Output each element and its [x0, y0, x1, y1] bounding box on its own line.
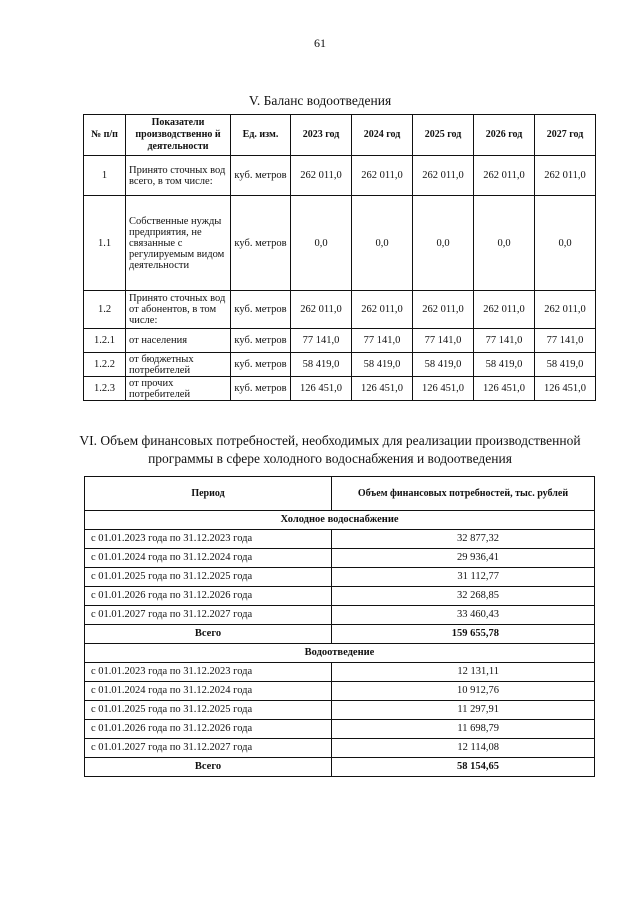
row-value: 77 141,0	[535, 329, 596, 353]
row-value: 77 141,0	[291, 329, 352, 353]
row-value: 126 451,0	[535, 377, 596, 401]
total-row	[85, 758, 595, 777]
row-value: 262 011,0	[474, 291, 535, 329]
row-value: 262 011,0	[413, 156, 474, 196]
row-value: 58 419,0	[535, 353, 596, 377]
row-value: 58 419,0	[413, 353, 474, 377]
row-unit: куб. метров	[231, 377, 291, 401]
water-disposal-balance-table	[83, 114, 596, 401]
header-unit: Ед. изм.	[231, 115, 291, 156]
group-header-row	[85, 511, 595, 530]
page-number: 61	[314, 36, 326, 50]
row-value: 77 141,0	[352, 329, 413, 353]
table-row	[85, 587, 595, 606]
table-row	[85, 682, 595, 701]
row-number: 1.2.1	[84, 329, 126, 353]
section6-title: VI. Объем финансовых потребностей, необходимых для реализации производственной программы в сфере холодного водоснабжения и водоотведения	[79, 433, 581, 466]
table-row	[85, 701, 595, 720]
row-value: 0,0	[474, 196, 535, 291]
row-period: с 01.01.2023 года по 31.12.2023 года	[85, 530, 332, 549]
row-value: 0,0	[535, 196, 596, 291]
row-amount: 11 698,79	[332, 720, 595, 739]
total-label: Всего	[85, 625, 332, 644]
group-name: Холодное водоснабжение	[85, 511, 595, 530]
row-unit: куб. метров	[231, 196, 291, 291]
table-row	[84, 291, 596, 329]
row-amount: 11 297,91	[332, 701, 595, 720]
row-amount: 32 268,85	[332, 587, 595, 606]
total-amount: 58 154,65	[332, 758, 595, 777]
row-value: 262 011,0	[352, 291, 413, 329]
header-year-2026: 2026 год	[474, 115, 535, 156]
group-header-row	[85, 644, 595, 663]
row-indicator: Принято сточных вод от абонентов, в том числе:	[126, 291, 231, 329]
row-value: 262 011,0	[352, 156, 413, 196]
row-amount: 12 114,08	[332, 739, 595, 758]
table-row	[85, 720, 595, 739]
row-value: 262 011,0	[291, 156, 352, 196]
row-number: 1.2.2	[84, 353, 126, 377]
table-row	[84, 156, 596, 196]
table-row	[85, 606, 595, 625]
total-amount: 159 655,78	[332, 625, 595, 644]
row-indicator: от прочих потребителей	[126, 377, 231, 401]
row-value: 77 141,0	[413, 329, 474, 353]
row-amount: 33 460,43	[332, 606, 595, 625]
row-amount: 12 131,11	[332, 663, 595, 682]
row-unit: куб. метров	[231, 329, 291, 353]
section5-title: V. Баланс водоотведения	[248, 93, 392, 108]
row-value: 262 011,0	[291, 291, 352, 329]
row-value: 126 451,0	[413, 377, 474, 401]
table-row	[85, 568, 595, 587]
row-number: 1	[84, 156, 126, 196]
row-value: 126 451,0	[474, 377, 535, 401]
row-unit: куб. метров	[231, 156, 291, 196]
row-period: с 01.01.2026 года по 31.12.2026 года	[85, 587, 332, 606]
table-header-row	[84, 115, 596, 156]
table-row	[84, 196, 596, 291]
row-number: 1.1	[84, 196, 126, 291]
table-header-row	[85, 477, 595, 511]
total-label: Всего	[85, 758, 332, 777]
row-value: 58 419,0	[352, 353, 413, 377]
row-value: 77 141,0	[474, 329, 535, 353]
header-amount: Объем финансовых потребностей, тыс. рублей	[332, 477, 595, 511]
row-amount: 32 877,32	[332, 530, 595, 549]
table-row	[85, 530, 595, 549]
row-value: 126 451,0	[291, 377, 352, 401]
row-value: 58 419,0	[291, 353, 352, 377]
header-year-2023: 2023 год	[291, 115, 352, 156]
table-row	[84, 329, 596, 353]
header-period: Период	[85, 477, 332, 511]
table-row	[84, 377, 596, 401]
row-value: 58 419,0	[474, 353, 535, 377]
row-value: 0,0	[291, 196, 352, 291]
row-number: 1.2.3	[84, 377, 126, 401]
row-amount: 10 912,76	[332, 682, 595, 701]
row-period: с 01.01.2025 года по 31.12.2025 года	[85, 701, 332, 720]
table-row	[85, 663, 595, 682]
financial-needs-table	[84, 476, 595, 777]
row-value: 262 011,0	[535, 156, 596, 196]
row-value: 0,0	[413, 196, 474, 291]
row-value: 262 011,0	[413, 291, 474, 329]
row-indicator: Принято сточных вод всего, в том числе:	[126, 156, 231, 196]
row-period: с 01.01.2023 года по 31.12.2023 года	[85, 663, 332, 682]
row-amount: 29 936,41	[332, 549, 595, 568]
header-num: № п/п	[84, 115, 126, 156]
group-name: Водоотведение	[85, 644, 595, 663]
row-indicator: от населения	[126, 329, 231, 353]
row-number: 1.2	[84, 291, 126, 329]
row-value: 0,0	[352, 196, 413, 291]
row-value: 126 451,0	[352, 377, 413, 401]
total-row	[85, 625, 595, 644]
row-period: с 01.01.2026 года по 31.12.2026 года	[85, 720, 332, 739]
row-value: 262 011,0	[474, 156, 535, 196]
header-indicator: Показатели производственно й деятельности	[126, 115, 231, 156]
row-indicator: от бюджетных потребителей	[126, 353, 231, 377]
row-amount: 31 112,77	[332, 568, 595, 587]
scan-mark	[609, 692, 613, 698]
row-period: с 01.01.2025 года по 31.12.2025 года	[85, 568, 332, 587]
row-period: с 01.01.2024 года по 31.12.2024 года	[85, 682, 332, 701]
row-indicator: Собственные нужды предприятия, не связанные с регулируемым видом деятельности	[126, 196, 231, 291]
row-period: с 01.01.2027 года по 31.12.2027 года	[85, 606, 332, 625]
table-row	[84, 353, 596, 377]
header-year-2027: 2027 год	[535, 115, 596, 156]
table-row	[85, 739, 595, 758]
row-unit: куб. метров	[231, 353, 291, 377]
row-unit: куб. метров	[231, 291, 291, 329]
row-value: 262 011,0	[535, 291, 596, 329]
row-period: с 01.01.2024 года по 31.12.2024 года	[85, 549, 332, 568]
row-period: с 01.01.2027 года по 31.12.2027 года	[85, 739, 332, 758]
table-row	[85, 549, 595, 568]
header-year-2024: 2024 год	[352, 115, 413, 156]
header-year-2025: 2025 год	[413, 115, 474, 156]
